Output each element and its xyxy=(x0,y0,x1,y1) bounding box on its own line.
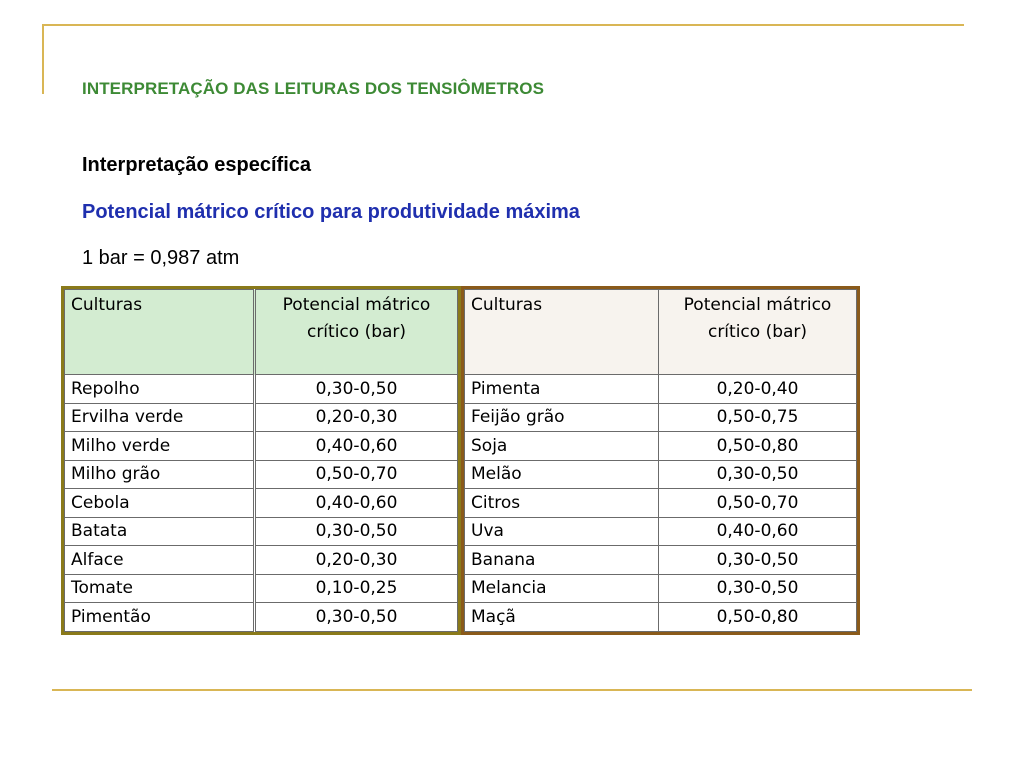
potential-cell: 0,20-0,30 xyxy=(255,546,458,575)
potential-cell: 0,50-0,70 xyxy=(255,460,458,489)
table-row xyxy=(65,517,458,546)
crops-table-right xyxy=(464,289,857,632)
unit-conversion: 1 bar = 0,987 atm xyxy=(82,247,240,269)
crop-cell: Soja xyxy=(465,432,659,461)
table-row xyxy=(465,517,857,546)
potential-cell: 0,40-0,60 xyxy=(255,432,458,461)
crop-cell: Tomate xyxy=(65,574,255,603)
crop-cell: Cebola xyxy=(65,489,255,518)
crop-cell: Uva xyxy=(465,517,659,546)
potential-cell: 0,20-0,40 xyxy=(659,375,857,404)
potential-cell: 0,30-0,50 xyxy=(659,574,857,603)
crop-cell: Batata xyxy=(65,517,255,546)
frame-left-line xyxy=(42,24,44,94)
crop-cell: Alface xyxy=(65,546,255,575)
potential-cell: 0,50-0,75 xyxy=(659,403,857,432)
table-header-row xyxy=(65,290,458,375)
crop-cell: Citros xyxy=(465,489,659,518)
crop-cell: Pimenta xyxy=(465,375,659,404)
crop-cell: Maçã xyxy=(465,603,659,632)
crop-cell: Ervilha verde xyxy=(65,403,255,432)
frame-top-line xyxy=(42,24,964,26)
table-row xyxy=(465,546,857,575)
table-row xyxy=(65,489,458,518)
crop-cell: Melancia xyxy=(465,574,659,603)
slide-title: INTERPRETAÇÃO DAS LEITURAS DOS TENSIÔMETROS xyxy=(82,79,545,98)
table-header-row xyxy=(465,290,857,375)
table-row xyxy=(65,460,458,489)
table-row xyxy=(465,489,857,518)
potential-cell: 0,30-0,50 xyxy=(659,546,857,575)
potential-cell: 0,10-0,25 xyxy=(255,574,458,603)
potential-cell: 0,30-0,50 xyxy=(659,460,857,489)
potential-cell: 0,30-0,50 xyxy=(255,375,458,404)
table-row xyxy=(465,603,857,632)
potential-cell: 0,40-0,60 xyxy=(255,489,458,518)
crop-cell: Milho verde xyxy=(65,432,255,461)
potential-cell: 0,50-0,70 xyxy=(659,489,857,518)
crop-cell: Banana xyxy=(465,546,659,575)
table-row xyxy=(65,375,458,404)
crops-table-left xyxy=(64,289,458,632)
potential-cell: 0,30-0,50 xyxy=(255,517,458,546)
table-row xyxy=(465,403,857,432)
column-header-potential: Potencial mátrico crítico (bar) xyxy=(255,290,458,375)
table-row xyxy=(65,432,458,461)
potential-cell: 0,20-0,30 xyxy=(255,403,458,432)
potential-cell: 0,40-0,60 xyxy=(659,517,857,546)
table-row xyxy=(465,432,857,461)
column-header-potential: Potencial mátrico crítico (bar) xyxy=(659,290,857,375)
table-row xyxy=(465,574,857,603)
crop-cell: Pimentão xyxy=(65,603,255,632)
crop-cell: Milho grão xyxy=(65,460,255,489)
crop-cell: Feijão grão xyxy=(465,403,659,432)
crop-cell: Repolho xyxy=(65,375,255,404)
slide-subtitle-blue: Potencial mátrico crítico para produtividade máxima xyxy=(82,201,580,223)
potential-cell: 0,50-0,80 xyxy=(659,432,857,461)
frame-bottom-line xyxy=(52,689,972,691)
table-row xyxy=(65,546,458,575)
table-row xyxy=(65,574,458,603)
table-row xyxy=(465,460,857,489)
column-header-crop: Culturas xyxy=(65,290,255,375)
column-header-crop: Culturas xyxy=(465,290,659,375)
slide-subtitle: Interpretação específica xyxy=(82,154,311,176)
potential-cell: 0,30-0,50 xyxy=(255,603,458,632)
table-row xyxy=(65,403,458,432)
crop-cell: Melão xyxy=(465,460,659,489)
table-row xyxy=(65,603,458,632)
potential-cell: 0,50-0,80 xyxy=(659,603,857,632)
table-row xyxy=(465,375,857,404)
